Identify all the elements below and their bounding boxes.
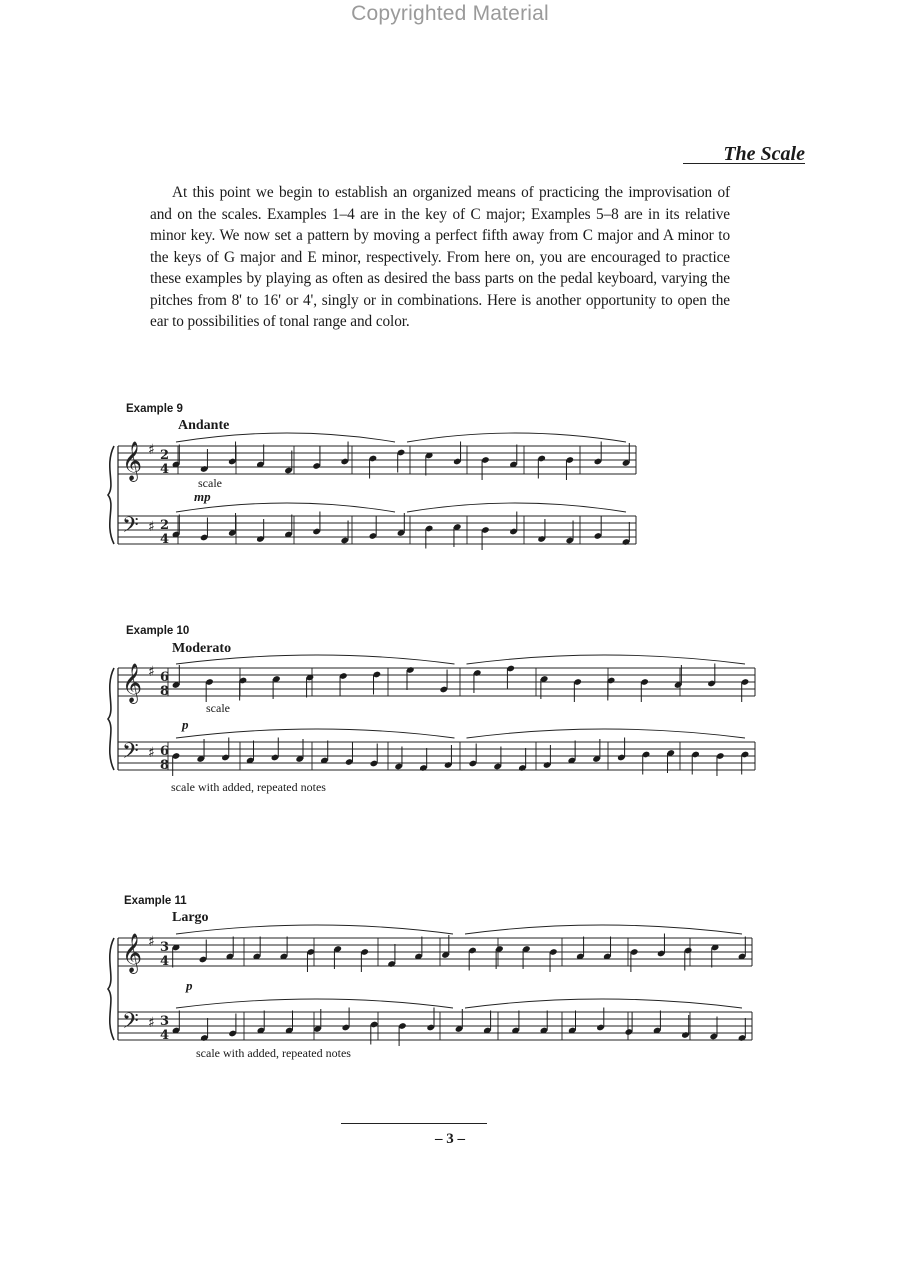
time-signature-top: 6	[160, 744, 170, 759]
time-signature-bottom: 4	[160, 954, 170, 969]
phrase-slur	[176, 999, 453, 1008]
bass-annotation: scale with added, repeated notes	[171, 780, 326, 794]
time-signature-bottom: 4	[160, 462, 170, 477]
grand-staff	[0, 622, 900, 802]
key-signature-sharp: ♯	[148, 442, 155, 458]
time-signature-top: 2	[160, 518, 170, 533]
time-signature-bottom: 4	[160, 532, 170, 547]
phrase-slur	[467, 729, 746, 738]
example-9	[0, 400, 900, 560]
system-brace	[108, 446, 114, 544]
treble-clef: 𝄞	[122, 441, 143, 481]
example-10	[0, 622, 900, 802]
footer-rule	[341, 1123, 487, 1124]
example-label: Example 11	[124, 895, 187, 907]
page-number: – 3 –	[435, 1131, 465, 1147]
phrase-slur	[176, 729, 455, 738]
copyright-watermark: Copyrighted Material	[351, 2, 549, 25]
scale-annotation: scale	[206, 701, 230, 715]
phrase-slur	[467, 655, 746, 664]
key-signature-sharp: ♯	[148, 1015, 155, 1031]
grand-staff	[0, 400, 900, 560]
time-signature-top: 6	[160, 670, 170, 685]
bass-clef: 𝄢	[122, 513, 139, 543]
time-signature-bottom: 4	[160, 1028, 170, 1043]
key-signature-sharp: ♯	[148, 519, 155, 535]
system-brace	[108, 938, 114, 1040]
bass-annotation: scale with added, repeated notes	[196, 1046, 351, 1060]
grand-staff	[0, 892, 900, 1072]
key-signature-sharp: ♯	[148, 745, 155, 761]
example-label: Example 9	[126, 403, 183, 415]
time-signature-top: 2	[160, 448, 170, 463]
tempo-marking: Andante	[178, 418, 230, 433]
time-signature-bottom: 8	[160, 758, 170, 773]
bass-clef: 𝄢	[122, 1009, 139, 1039]
dynamic-marking: mp	[194, 489, 211, 504]
example-11	[0, 892, 900, 1072]
phrase-slur	[176, 655, 455, 664]
tempo-marking: Moderato	[172, 641, 232, 656]
chapter-header	[683, 141, 805, 164]
intro-paragraph: At this point we begin to establish an organized means of practicing the improvisation of and on the scales. Examples 1–4 are in the key of C major; Examples 5–8 are in its relative minor key. We now set a pattern by moving a perfect fifth away from C major and A minor to the keys of G major and E minor, respectively. From here on, you are encouraged to practice these examples by playing as often as desired the bass parts on the pedal keyboard, varying the pitches from 8' to 16' or 4', singly or in combinations. Here is another opportunity to open the ear to possibilities of tonal range and color.	[150, 184, 730, 330]
phrase-slur	[465, 999, 742, 1008]
dynamic-marking: p	[186, 978, 193, 993]
phrase-slur	[465, 925, 742, 934]
phrase-slur	[407, 503, 626, 512]
treble-clef: 𝄞	[122, 933, 143, 973]
chapter-title: The Scale	[723, 143, 805, 165]
bass-clef: 𝄢	[122, 739, 139, 769]
time-signature-top: 3	[160, 1014, 170, 1029]
system-brace	[108, 668, 114, 770]
key-signature-sharp: ♯	[148, 664, 155, 680]
treble-clef: 𝄞	[122, 663, 143, 703]
phrase-slur	[407, 433, 626, 442]
dynamic-marking: p	[182, 717, 189, 732]
phrase-slur	[176, 433, 395, 442]
time-signature-bottom: 8	[160, 684, 170, 699]
time-signature-top: 3	[160, 940, 170, 955]
scale-annotation: scale	[198, 476, 222, 490]
example-label: Example 10	[126, 625, 190, 637]
tempo-marking: Largo	[172, 910, 209, 925]
phrase-slur	[176, 925, 453, 934]
key-signature-sharp: ♯	[148, 934, 155, 950]
